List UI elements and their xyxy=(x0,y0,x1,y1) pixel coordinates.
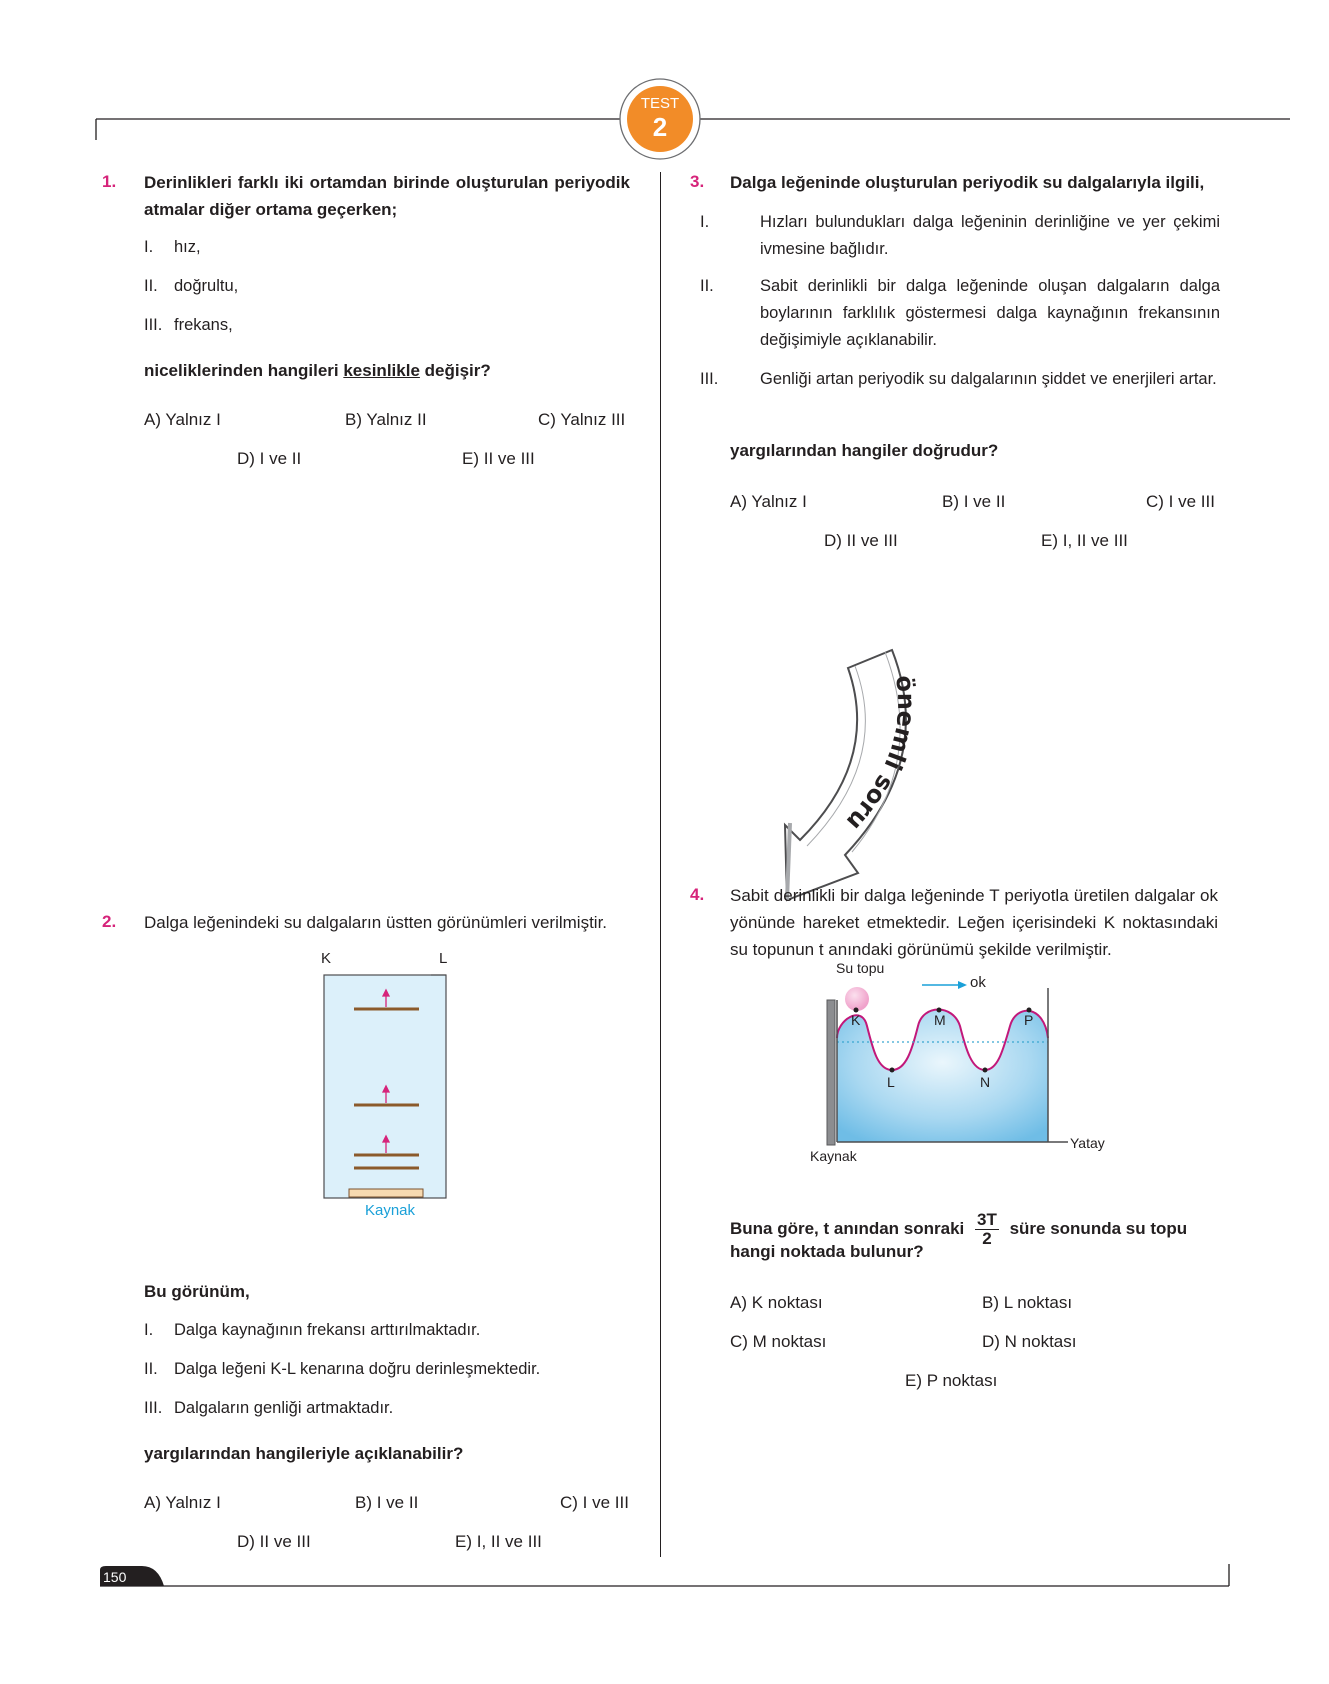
important-question-badge xyxy=(760,645,940,920)
q4-option-d[interactable]: D) N noktası xyxy=(982,1332,1077,1351)
q1-option-b[interactable]: B) Yalnız II xyxy=(345,410,427,429)
page-number: 150 xyxy=(103,1569,127,1585)
label-k: K xyxy=(321,950,332,967)
q3-option-c[interactable]: C) I ve III xyxy=(1146,492,1215,511)
direction-arrow-icon xyxy=(922,981,967,989)
q1-option-a[interactable]: A) Yalnız I xyxy=(144,410,221,429)
q4-question-line2: hangi noktada bulunur? xyxy=(730,1242,924,1261)
q2-question: yargılarından hangileriyle açıklanabilir? xyxy=(144,1444,464,1463)
label-source: Kaynak xyxy=(364,1202,416,1219)
q2-option-c[interactable]: C) I ve III xyxy=(560,1493,629,1512)
label-arrow: ok xyxy=(970,974,986,991)
q2-item-3: III. Dalgaların genliği artmaktadır. xyxy=(144,1399,394,1417)
label-point-k: K xyxy=(851,1012,861,1028)
fraction-denominator: 2 xyxy=(982,1229,992,1248)
label-point-p: P xyxy=(1024,1012,1034,1028)
q3-stem: Dalga leğeninde oluşturulan periyodik su dalgalarıyla ilgili, xyxy=(730,173,1205,192)
q1-stem: Derinlikleri farklı iki ortamdan birinde oluşturulan periyodik atmalar diğer ortama geçerken; xyxy=(144,173,630,219)
q4-option-e[interactable]: E) P noktası xyxy=(905,1371,998,1390)
label-l: L xyxy=(439,950,448,967)
column-divider xyxy=(660,172,661,1557)
q4-number: 4. xyxy=(690,885,705,904)
source-plate xyxy=(827,1000,835,1145)
source-bar xyxy=(349,1189,423,1197)
q3-option-d[interactable]: D) II ve III xyxy=(824,531,898,550)
q3-option-e[interactable]: E) I, II ve III xyxy=(1041,531,1128,550)
footer-rule xyxy=(0,1550,1329,1600)
q2-item-1: I. Dalga kaynağının frekansı arttırılmaktadır. xyxy=(144,1321,481,1339)
label-ball: Su topu xyxy=(836,960,885,976)
label-source: Kaynak xyxy=(810,1148,857,1164)
q3-item-1: I. Hızları bulundukları dalga leğeninin derinliğine ve yer çekimi ivmesine bağlıdır. xyxy=(700,213,1220,258)
badge-text: önemli soru xyxy=(840,673,921,836)
label-point-l: L xyxy=(887,1074,895,1090)
q1-option-e[interactable]: E) II ve III xyxy=(462,449,535,468)
q1-item-3: III. frekans, xyxy=(144,316,233,334)
q2-figure xyxy=(310,950,470,1225)
q2-lead: Bu görünüm, xyxy=(144,1282,250,1301)
q2-option-d[interactable]: D) II ve III xyxy=(237,1532,311,1551)
label-horizontal: Yatay xyxy=(1070,1135,1105,1151)
q2-option-b[interactable]: B) I ve II xyxy=(355,1493,419,1512)
q3-option-b[interactable]: B) I ve II xyxy=(942,492,1006,511)
label-point-n: N xyxy=(980,1074,991,1090)
q1-option-d[interactable]: D) I ve II xyxy=(237,449,302,468)
q4-option-a[interactable]: A) K noktası xyxy=(730,1293,823,1312)
q1-number: 1. xyxy=(102,172,117,191)
q3-item-3: III. Genliği artan periyodik su dalgalarının şiddet ve enerjileri artar. xyxy=(700,370,1217,388)
q3-item-2: II. Sabit derinlikli bir dalga leğeninde oluşan dalgaların dalga boylarının farklılık göstermesi dalga kaynağının frekansının değişimiyle açıklanabilir. xyxy=(700,277,1220,349)
water-ball xyxy=(845,987,869,1011)
q2-option-e[interactable]: E) I, II ve III xyxy=(455,1532,542,1551)
test-number: 2 xyxy=(652,112,668,142)
fraction-numerator: 3T xyxy=(977,1210,997,1229)
q4-question-line1: Buna göre, t anından sonraki $\frac{3T}{2}$ süre sonunda su topu xyxy=(730,1210,1188,1248)
q2-number: 2. xyxy=(102,912,117,931)
q1-item-2: II. doğrultu, xyxy=(144,277,239,295)
wave-tank-top-view xyxy=(310,950,470,1225)
q2-option-a[interactable]: A) Yalnız I xyxy=(144,1493,221,1512)
test-label: TEST xyxy=(640,95,680,112)
label-point-m: M xyxy=(934,1012,946,1028)
q4-stem: Sabit derinlikli bir dalga leğeninde T periyotla üretilen dalgalar ok yönünde hareket etmektedir. Leğen içerisindeki K noktasındaki su topunun t anındaki görünümü şekilde verilmiştir. xyxy=(730,886,1218,959)
q4-option-b[interactable]: B) L noktası xyxy=(982,1293,1073,1312)
q3-number: 3. xyxy=(690,172,705,191)
q4-option-c[interactable]: C) M noktası xyxy=(730,1332,827,1351)
q1-item-1: I. hız, xyxy=(144,238,201,256)
q3-question: yargılarından hangiler doğrudur? xyxy=(730,441,999,460)
q1-option-c[interactable]: C) Yalnız III xyxy=(538,410,626,429)
q3-option-a[interactable]: A) Yalnız I xyxy=(730,492,807,511)
q4-figure xyxy=(800,960,1140,1180)
q1-question: niceliklerinden hangileri kesinlikle değişir? xyxy=(144,361,491,380)
q2-stem: Dalga leğenindeki su dalgaların üstten görünümleri verilmiştir. xyxy=(144,913,608,932)
q2-item-2: II. Dalga leğeni K-L kenarına doğru derinleşmektedir. xyxy=(144,1360,541,1378)
